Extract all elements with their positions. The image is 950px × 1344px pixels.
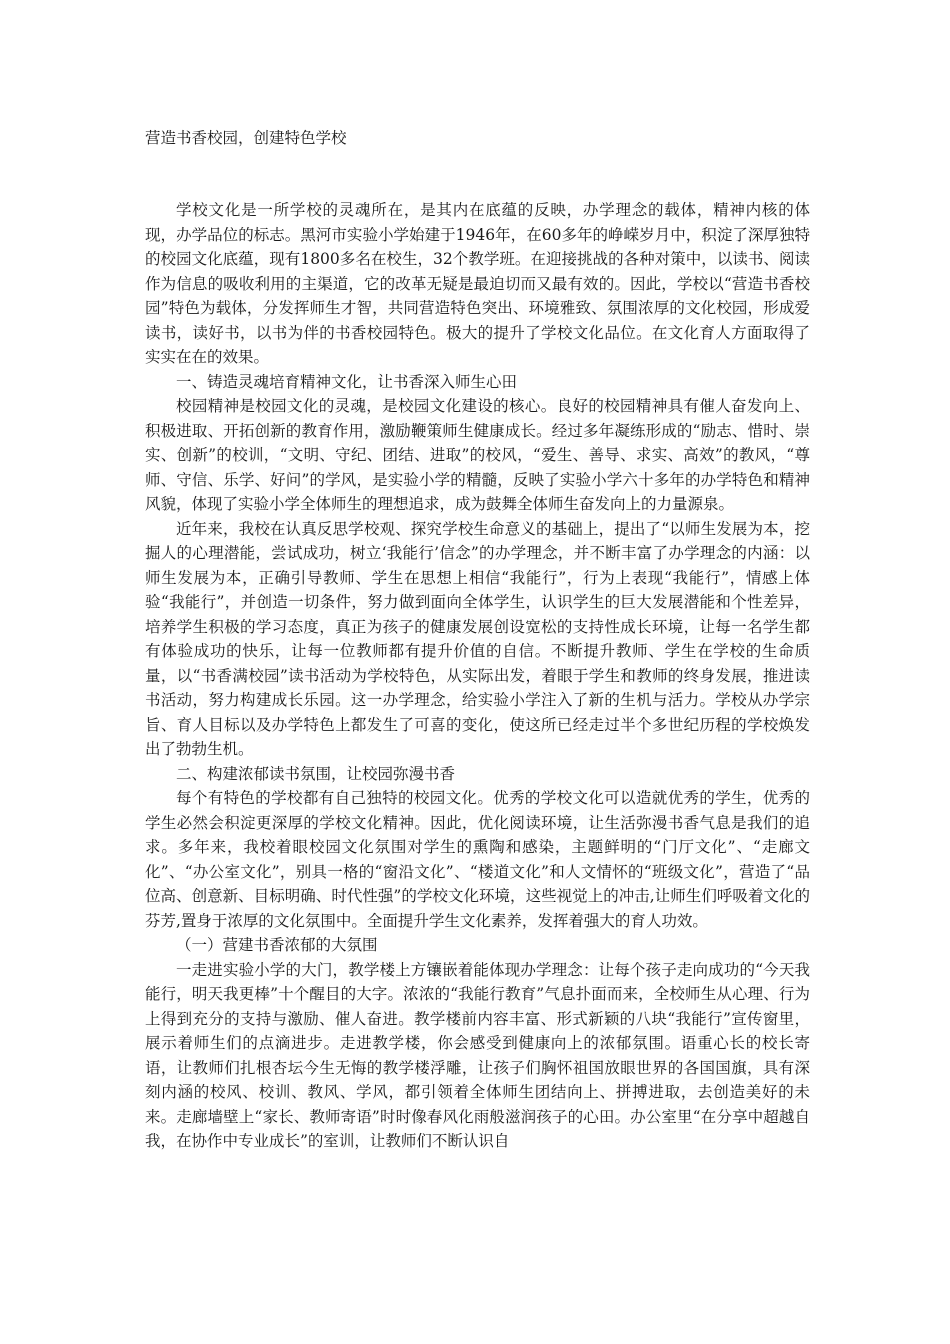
paragraph-intro: 学校文化是一所学校的灵魂所在，是其内在底蕴的反映，办学理念的载体，精神内核的体现，办学品位的标志。黑河市实验小学始建于1946年，在60多年的峥嵘岁月中，积淀了深厚独特的校园文化底蕴，现有1800多名在校生，32个教学班。在迎接挑战的各种对策中，以读书、阅读作为信息的吸收利用的主渠道，它的改革无疑是最迫切而又最有效的。因此，学校以“营造书香校园”特色为载体，分发挥师生才智，共同营造特色突出、环境雅致、氛围浓厚的文化校园，形成爱读书，读好书，以书为伴的书香校园特色。极大的提升了学校文化品位。在文化育人方面取得了实实在在的效果。 — [145, 201, 810, 366]
subsection-heading-1: （一）营建书香浓郁的大氛围 — [176, 936, 378, 954]
paragraph-campus-spirit: 校园精神是校园文化的灵魂，是校园文化建设的核心。良好的校园精神具有催人奋发向上、积极进取、开拓创新的教育作用，激励鞭策师生健康成长。经过多年凝练形成的“励志、惜时、崇实、创新”的校训，“文明、守纪、团结、进取”的校风，“爱生、善导、求实、高效”的教风，“尊师、守信、乐学、好问”的学风，是实验小学的精髓，反映了实验小学六十多年的办学特色和精神风貌，体现了实验小学全体师生的理想追求，成为鼓舞全体师生奋发向上的力量源泉。 — [145, 397, 810, 513]
paragraph-school-philosophy: 近年来，我校在认真反思学校观、探究学校生命意义的基础上，提出了“以师生发展为本，挖掘人的心理潜能，尝试成功，树立‘我能行’信念”的办学理念，并不断丰富了办学理念的内涵：以师生发展为本，正确引导教师、学生在思想上相信“我能行”，行为上表现“我能行”，情感上体验“我能行”，并创造一切条件，努力做到面向全体学生，认识学生的巨大发展潜能和个性差异，培养学生积极的学习态度，真正为孩子的健康发展创设宽松的支持性成长环境，让每一名学生都有体验成功的快乐，让每一位教师都有提升价值的自信。不断提升教师、学生在学校的生命质量，以“书香满校园”读书活动为学校特色，从实际出发，着眼于学生和教师的终身发展，推进读书活动，努力构建成长乐园。这一办学理念，给实验小学注入了新的生机与活力。学校从办学宗旨、育人目标以及办学特色上都发生了可喜的变化，使这所已经走过半个多世纪历程的学校焕发出了勃勃生机。 — [145, 519, 810, 758]
document-title: 营造书香校园，创建特色学校 — [145, 129, 347, 147]
section-heading-1: 一、铸造灵魂培育精神文化，让书香深入师生心田 — [176, 372, 518, 391]
paragraph-reading-atmosphere: 每个有特色的学校都有自己独特的校园文化。优秀的学校文化可以造就优秀的学生，优秀的学生必然会积淀更深厚的学校文化精神。因此，优化阅读环境，让生活弥漫书香气息是我们的追求。多年来，我校着眼校园文化氛围对学生的熏陶和感染，主题鲜明的“门厅文化”、“走廊文化”、“办公室文化”，别具一格的“窗沿文化”、“楼道文化”和人文情怀的“班级文化”，营造了“品位高、创意新、目标明确、时代性强”的学校文化环境，这些视觉上的冲击,让师生们呼吸着文化的芬芳,置身于浓厚的文化氛围中。全面提升学生文化素养，发挥着强大的育人功效。 — [145, 789, 810, 930]
paragraph-entrance: 一走进实验小学的大门，教学楼上方镶嵌着能体现办学理念：让每个孩子走向成功的“今天我能行，明天我更棒”十个醒目的大字。浓浓的“我能行教育”气息扑面而来，全校师生从心理、行为上得到充分的支持与激励、催人奋进。教学楼前内容丰富、形式新颖的八块“我能行”宣传窗里，展示着师生们的点滴进步。走进教学楼，你会感受到健康向上的浓郁氛围。语重心长的校长寄语，让教师们扎根杏坛今生无悔的教学楼浮雕，让孩子们胸怀祖国放眼世界的各国国旗，具有深刻内涵的校风、校训、教风、学风，都引领着全体师生团结向上、拼搏进取，去创造美好的未来。走廊墙壁上“家长、教师寄语”时时像春风化雨般滋润孩子的心田。办公室里“在分享中超越自我，在协作中专业成长”的室训，让教师们不断认识自 — [145, 960, 810, 1150]
document-body — [145, 198, 810, 1154]
section-heading-2: 二、构建浓郁读书氛围，让校园弥漫书香 — [176, 764, 456, 783]
